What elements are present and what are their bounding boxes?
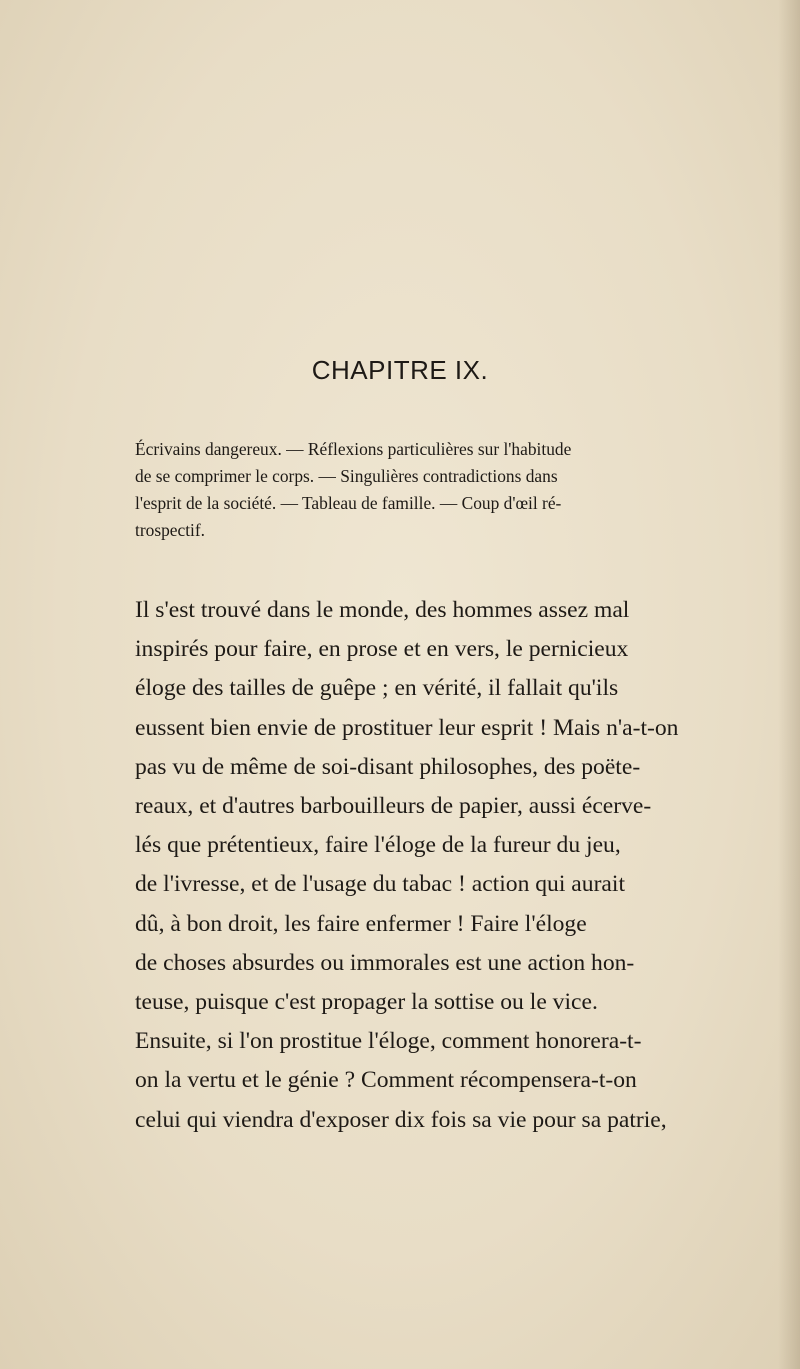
- body-line: de l'ivresse, et de l'usage du tabac ! action qui aurait: [135, 871, 626, 898]
- body-line: teuse, puisque c'est propager la sottise ou le vice.: [135, 989, 598, 1016]
- body-line: celui qui viendra d'exposer dix fois sa vie pour sa patrie,: [135, 1106, 667, 1133]
- summary-line: de se comprimer le corps. — Singulières contradictions dans: [135, 466, 558, 486]
- body-line: inspirés pour faire, en prose et en vers, le pernicieux: [135, 636, 629, 663]
- body-line: on la vertu et le génie ? Comment récompensera-t-on: [135, 1067, 637, 1094]
- summary-line: Écrivains dangereux. — Réflexions particulières sur l'habitude: [135, 439, 572, 459]
- page-edge-shadow: [778, 0, 800, 1369]
- summary-line: trospectif.: [135, 520, 206, 540]
- body-line: Ensuite, si l'on prostitue l'éloge, comment honorera-t-: [135, 1028, 642, 1055]
- body-line: reaux, et d'autres barbouilleurs de papier, aussi écerve-: [135, 793, 652, 820]
- summary-line: l'esprit de la société. — Tableau de famille. — Coup d'œil ré-: [135, 493, 562, 513]
- chapter-title: CHAPITRE IX.: [311, 355, 489, 385]
- chapter-summary: [135, 436, 665, 544]
- body-line: éloge des tailles de guêpe ; en vérité, il fallait qu'ils: [135, 675, 619, 702]
- body-paragraph: [135, 591, 679, 1140]
- body-line: eussent bien envie de prostituer leur esprit ! Mais n'a-t-on: [135, 714, 679, 741]
- body-line: dû, à bon droit, les faire enfermer ! Faire l'éloge: [135, 910, 587, 937]
- body-line: pas vu de même de soi-disant philosophes, des poëte-: [135, 753, 641, 780]
- body-line: lés que prétentieux, faire l'éloge de la fureur du jeu,: [135, 832, 621, 859]
- body-line: Il s'est trouvé dans le monde, des hommes assez mal: [135, 597, 630, 623]
- body-line: de choses absurdes ou immorales est une action hon-: [135, 949, 635, 976]
